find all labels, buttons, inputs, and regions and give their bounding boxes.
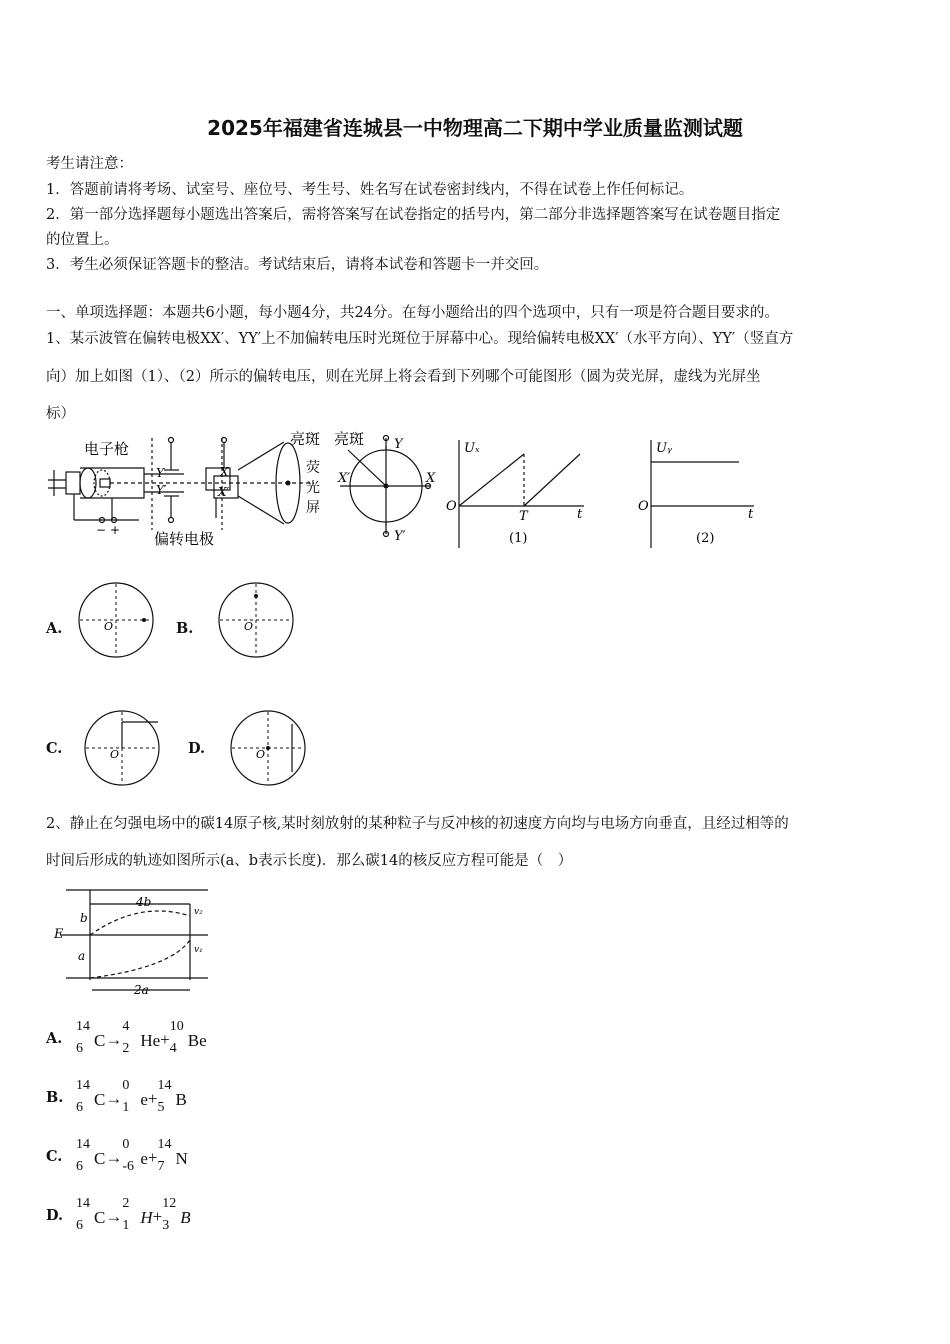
screen-xp-label: X′ bbox=[338, 471, 351, 486]
sym: B bbox=[180, 1208, 191, 1228]
notice-item: 的位置上。 bbox=[46, 232, 119, 248]
notice-item: 3．考生必须保证答题卡的整洁。考试结束后，请将本试卷和答题卡一并交回。 bbox=[46, 257, 549, 273]
field-e-label: E bbox=[54, 927, 64, 942]
q2-option-c-label: C. bbox=[46, 1148, 63, 1165]
sub: -6 bbox=[122, 1159, 135, 1175]
screen-yp-label: Y′ bbox=[394, 529, 406, 544]
length-b-label: b bbox=[80, 911, 88, 925]
arrow: → bbox=[105, 1030, 123, 1049]
sub: 6 bbox=[76, 1100, 83, 1116]
sub: 4 bbox=[169, 1041, 177, 1057]
option-c-origin: O bbox=[110, 748, 120, 761]
screen-x-label: X bbox=[426, 471, 436, 486]
arrow: → bbox=[105, 1207, 123, 1226]
option-b-figure bbox=[218, 582, 298, 662]
sym: e bbox=[140, 1090, 148, 1110]
option-b-label: B. bbox=[176, 620, 194, 637]
question-1-text: 标） bbox=[46, 406, 75, 422]
q2-option-b-label: B. bbox=[46, 1089, 64, 1106]
velocity-v1-label: v₁ bbox=[194, 945, 203, 955]
uy-axis-label: Uᵧ bbox=[656, 441, 672, 456]
notice-header: 考生请注意： bbox=[46, 156, 133, 172]
oscilloscope-figure bbox=[44, 430, 764, 552]
sym: C bbox=[94, 1031, 106, 1051]
sup: 14 bbox=[76, 1078, 90, 1094]
sub: 7 bbox=[157, 1159, 165, 1175]
arrow: → bbox=[105, 1148, 123, 1167]
t-axis-label: t bbox=[577, 507, 583, 522]
sup: 14 bbox=[76, 1196, 90, 1212]
sup: 14 bbox=[76, 1137, 90, 1153]
sub: 5 bbox=[157, 1100, 165, 1116]
spot-label: 亮斑 bbox=[290, 430, 321, 448]
sub: 6 bbox=[76, 1159, 83, 1175]
q2-option-b-formula bbox=[76, 1078, 187, 1116]
yp-plate-label: Y′ bbox=[156, 483, 167, 497]
sym: N bbox=[175, 1149, 188, 1169]
sub: 6 bbox=[76, 1041, 83, 1057]
sym: B bbox=[175, 1090, 187, 1110]
sub: 1 bbox=[122, 1100, 130, 1116]
plus: + bbox=[147, 1089, 158, 1108]
option-c-label: C. bbox=[46, 740, 63, 757]
sym: C bbox=[94, 1149, 106, 1169]
velocity-v2-label: v₂ bbox=[194, 907, 203, 917]
sym: H bbox=[140, 1208, 153, 1228]
option-c-figure bbox=[84, 710, 164, 790]
sym: C bbox=[94, 1090, 106, 1110]
screen-label: 荧 bbox=[306, 460, 320, 476]
sub: 6 bbox=[76, 1218, 83, 1234]
sup: 14 bbox=[157, 1137, 172, 1153]
q2-option-a-formula bbox=[76, 1019, 207, 1057]
arrow: → bbox=[105, 1089, 123, 1108]
trajectory-figure bbox=[50, 880, 220, 996]
sup: 0 bbox=[122, 1137, 130, 1153]
plus-sign: + bbox=[110, 523, 121, 537]
sub: 3 bbox=[162, 1218, 170, 1234]
section-heading: 一、单项选择题：本题共6小题，每小题4分，共24分。在每小题给出的四个选项中，只有一项是符合题目要求的。 bbox=[46, 305, 779, 321]
question-1-text: 1、某示波管在偏转电极XX′、YY′上不加偏转电压时光斑位于屏幕中心。现给偏转电极XX′（水平方向）、YY′（竖直方 bbox=[46, 331, 794, 347]
screen-y-label: Y bbox=[394, 437, 403, 452]
q2-option-c-formula bbox=[76, 1137, 188, 1175]
sup: 4 bbox=[122, 1019, 130, 1035]
deflect-electrode-label: 偏转电极 bbox=[154, 530, 215, 548]
option-d-figure bbox=[230, 710, 310, 790]
option-d-origin: O bbox=[256, 748, 266, 761]
sup: 12 bbox=[162, 1196, 177, 1212]
origin-label-2: O bbox=[638, 499, 649, 514]
sub: 2 bbox=[122, 1041, 130, 1057]
q2-option-a-label: A. bbox=[46, 1030, 63, 1047]
xp-plate-label: X′ bbox=[218, 485, 230, 499]
page-title: 2025年福建省连城县一中物理高二下期中学业质量监测试题 bbox=[207, 116, 743, 140]
sup: 10 bbox=[169, 1019, 184, 1035]
length-4b-label: 4b bbox=[136, 895, 152, 909]
sup: 14 bbox=[157, 1078, 172, 1094]
q2-option-d-formula bbox=[76, 1196, 191, 1234]
sym: C bbox=[94, 1208, 106, 1228]
plus: + bbox=[160, 1030, 170, 1049]
screen-label: 屏 bbox=[306, 500, 320, 516]
sup: 14 bbox=[76, 1019, 90, 1035]
option-a-label: A. bbox=[46, 620, 63, 637]
option-a-origin: O bbox=[104, 620, 114, 633]
question-2-text: 时间后形成的轨迹如图所示(a、b表示长度)．那么碳14的核反应方程可能是（ ） bbox=[46, 853, 573, 869]
plus: + bbox=[147, 1148, 158, 1167]
graph-2-caption: (2) bbox=[696, 531, 715, 546]
sup: 0 bbox=[122, 1078, 130, 1094]
q2-option-d-label: D. bbox=[46, 1207, 64, 1224]
option-d-label: D. bbox=[188, 740, 206, 757]
y-plate-label: Y bbox=[156, 466, 164, 480]
sym: e bbox=[140, 1149, 148, 1169]
graph-1-caption: (1) bbox=[509, 531, 528, 546]
notice-item: 2．第一部分选择题每小题选出答案后，需将答案写在试卷指定的括号内，第二部分非选择题答案写在试卷题目指定 bbox=[46, 207, 781, 223]
question-2-text: 2、静止在匀强电场中的碳14原子核,某时刻放射的某种粒子与反冲核的初速度方向均与电场方向垂直，且经过相等的 bbox=[46, 816, 789, 832]
ux-axis-label: Uₓ bbox=[464, 441, 480, 456]
length-a-label: a bbox=[78, 949, 86, 963]
option-b-origin: O bbox=[244, 620, 254, 633]
x-plate-label: X bbox=[220, 465, 229, 479]
spot-label-2: 亮斑 bbox=[334, 430, 365, 448]
period-label: T bbox=[519, 509, 528, 524]
electron-gun-label: 电子枪 bbox=[84, 440, 130, 458]
notice-item: 1．答题前请将考场、试室号、座位号、考生号、姓名写在试卷密封线内，不得在试卷上作任何标记。 bbox=[46, 182, 694, 198]
sym: He bbox=[140, 1031, 161, 1051]
option-a-figure bbox=[78, 582, 158, 662]
screen-label: 光 bbox=[306, 480, 320, 496]
sub: 1 bbox=[122, 1218, 130, 1234]
sym: Be bbox=[187, 1031, 207, 1051]
sup: 2 bbox=[122, 1196, 130, 1212]
question-1-text: 向）加上如图（1）、（2）所示的偏转电压，则在光屏上将会看到下列哪个可能图形（圆为荧光屏，虚线为光屏坐 bbox=[46, 369, 761, 385]
length-2a-label: 2a bbox=[134, 983, 149, 996]
minus-sign: − bbox=[96, 523, 107, 537]
t-axis-label-2: t bbox=[748, 507, 754, 522]
plus: + bbox=[152, 1207, 163, 1226]
origin-label: O bbox=[446, 499, 457, 514]
